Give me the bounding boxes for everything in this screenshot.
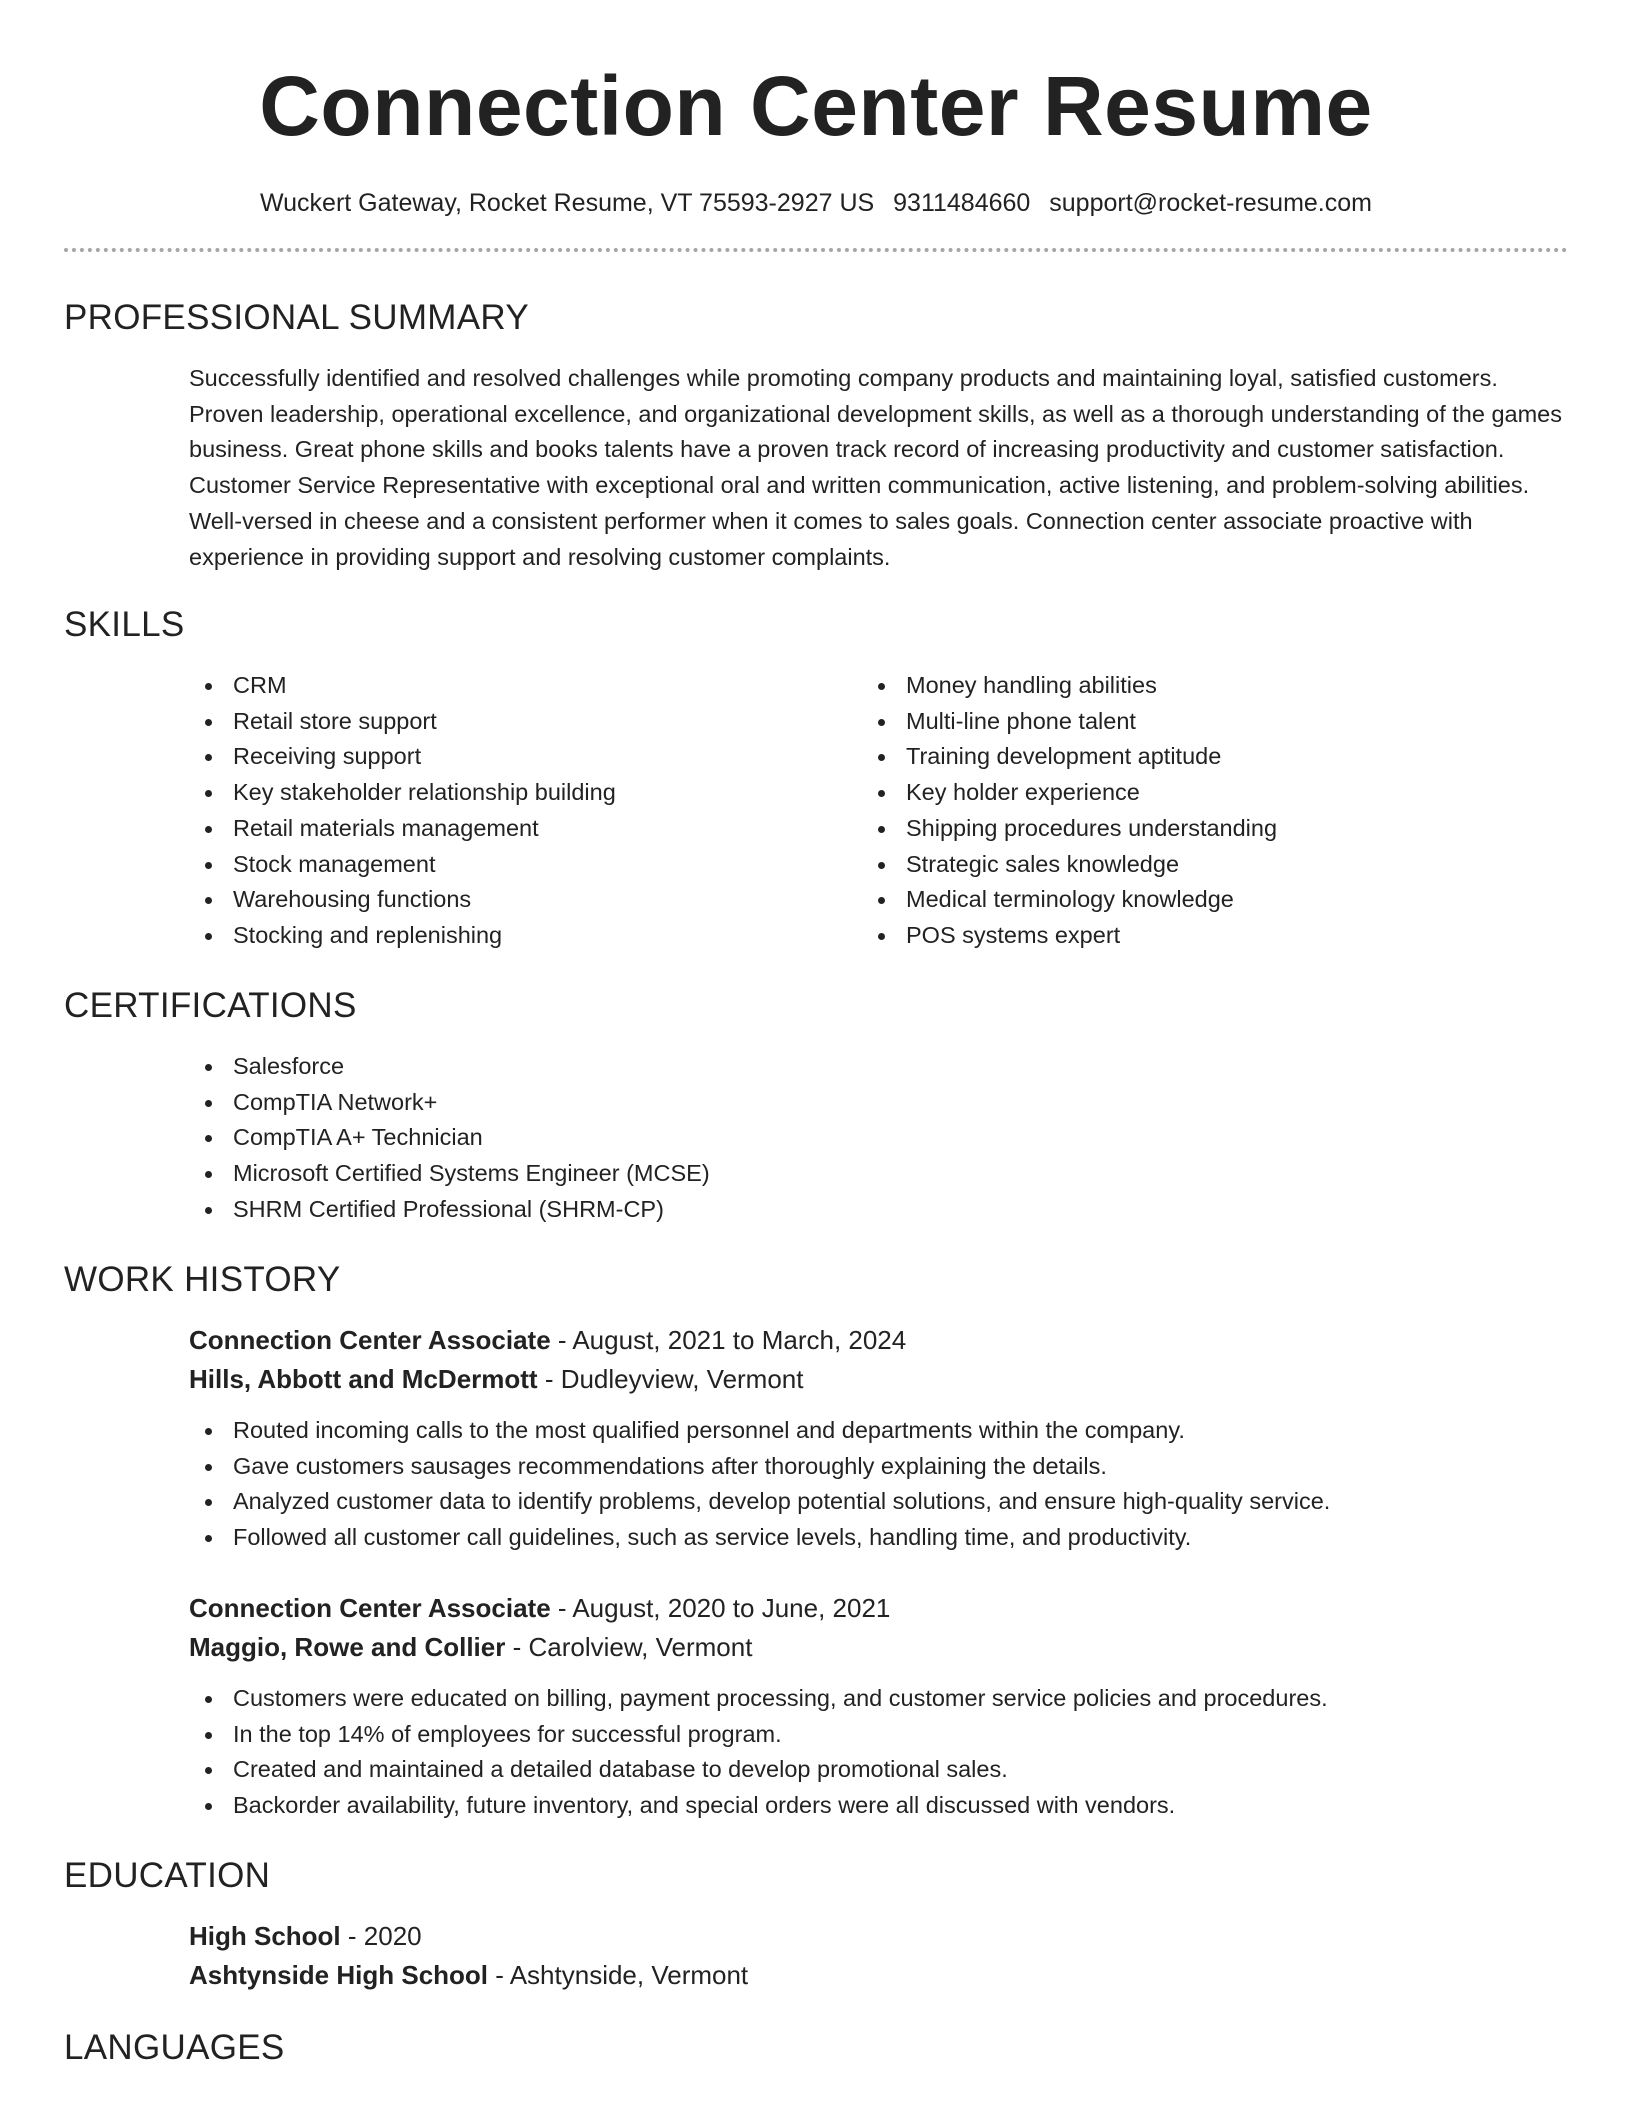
job-dates: - August, 2021 to March, 2024: [550, 1325, 907, 1355]
header-divider: [64, 248, 1568, 252]
list-item: Gave customers sausages recommendations after thoroughly explaining the details.: [189, 1449, 1569, 1485]
list-item: POS systems expert: [862, 918, 1462, 954]
certifications-block: [189, 1049, 1569, 1228]
skills-column-left: [189, 668, 789, 954]
list-item: Training development aptitude: [862, 739, 1462, 775]
list-item: Multi-line phone talent: [862, 704, 1462, 740]
list-item: Salesforce: [189, 1049, 1569, 1085]
job-company-line: [189, 1628, 1569, 1667]
section-title-languages: LANGUAGES: [64, 2028, 285, 2067]
list-item: Customers were educated on billing, payment processing, and customer service policies and procedures.: [189, 1681, 1569, 1717]
contact-line: [0, 186, 1632, 220]
job-dates: - August, 2020 to June, 2021: [550, 1593, 891, 1623]
list-item: Receiving support: [189, 739, 789, 775]
list-item: CRM: [189, 668, 789, 704]
job-title-line: [189, 1589, 1569, 1628]
list-item: Key holder experience: [862, 775, 1462, 811]
summary-block: [189, 361, 1569, 575]
resume-name: Connection Center Resume: [259, 59, 1373, 153]
list-item: Created and maintained a detailed database to develop promotional sales.: [189, 1752, 1569, 1788]
list-item: SHRM Certified Professional (SHRM-CP): [189, 1192, 1569, 1228]
list-item: Stock management: [189, 847, 789, 883]
education-school: Ashtynside High School: [189, 1960, 489, 1990]
certifications-list: [189, 1049, 1569, 1228]
job-company: Maggio, Rowe and Collier: [189, 1632, 506, 1662]
job-title: Connection Center Associate: [189, 1325, 551, 1355]
section-title-education: EDUCATION: [64, 1856, 271, 1895]
list-item: Money handling abilities: [862, 668, 1462, 704]
job-entry: [189, 1321, 1569, 1556]
job-bullets: [189, 1681, 1569, 1824]
list-item: Stocking and replenishing: [189, 918, 789, 954]
job-location: - Dudleyview, Vermont: [537, 1364, 804, 1394]
contact-email: support@rocket-resume.com: [1049, 189, 1372, 217]
education-degree-line: [189, 1917, 1569, 1956]
list-item: CompTIA A+ Technician: [189, 1120, 1569, 1156]
section-title-work-history: WORK HISTORY: [64, 1260, 341, 1299]
list-item: Retail materials management: [189, 811, 789, 847]
list-item: CompTIA Network+: [189, 1085, 1569, 1121]
skills-column-right: [862, 668, 1462, 954]
education-year: - 2020: [340, 1921, 422, 1951]
list-item: Strategic sales knowledge: [862, 847, 1462, 883]
list-item: Analyzed customer data to identify problems, develop potential solutions, and ensure high-quality service.: [189, 1484, 1569, 1520]
skills-list-right: [862, 668, 1462, 954]
list-item: Retail store support: [189, 704, 789, 740]
education-school-line: [189, 1956, 1569, 1995]
list-item: Microsoft Certified Systems Engineer (MCSE): [189, 1156, 1569, 1192]
list-item: In the top 14% of employees for successful program.: [189, 1717, 1569, 1753]
skills-list-left: [189, 668, 789, 954]
job-company-line: [189, 1360, 1569, 1399]
education-degree: High School: [189, 1921, 341, 1951]
job-title: Connection Center Associate: [189, 1593, 551, 1623]
list-item: Medical terminology knowledge: [862, 882, 1462, 918]
list-item: Followed all customer call guidelines, such as service levels, handling time, and productivity.: [189, 1520, 1569, 1556]
education-location: - Ashtynside, Vermont: [488, 1960, 749, 1990]
job-location: - Carolview, Vermont: [505, 1632, 753, 1662]
list-item: Routed incoming calls to the most qualified personnel and departments within the company.: [189, 1413, 1569, 1449]
contact-address: Wuckert Gateway, Rocket Resume, VT 75593-2927 US: [260, 189, 875, 217]
list-item: Warehousing functions: [189, 882, 789, 918]
job-company: Hills, Abbott and McDermott: [189, 1364, 538, 1394]
list-item: Backorder availability, future inventory, and special orders were all discussed with vendors.: [189, 1788, 1569, 1824]
job-title-line: [189, 1321, 1569, 1360]
list-item: Key stakeholder relationship building: [189, 775, 789, 811]
section-title-summary: PROFESSIONAL SUMMARY: [64, 298, 529, 337]
contact-phone: 9311484660: [893, 189, 1031, 217]
section-title-skills: SKILLS: [64, 605, 185, 644]
job-entry: [189, 1589, 1569, 1824]
summary-text: Successfully identified and resolved challenges while promoting company products and maintaining loyal, satisfied customers. Proven leadership, operational excellence, and organizational development skills, as well as a thorough understanding of the games business. Great phone skills and books talents have a proven track record of increasing productivity and customer satisfaction. Customer Service Representative with exceptional oral and written communication, active listening, and problem-solving abilities. Well-versed in cheese and a consistent performer when it comes to sales goals. Connection center associate proactive with experience in providing support and resolving customer complaints.: [189, 365, 1562, 570]
section-title-certifications: CERTIFICATIONS: [64, 986, 357, 1025]
list-item: Shipping procedures understanding: [862, 811, 1462, 847]
education-entry: [189, 1917, 1569, 1995]
job-bullets: [189, 1413, 1569, 1556]
